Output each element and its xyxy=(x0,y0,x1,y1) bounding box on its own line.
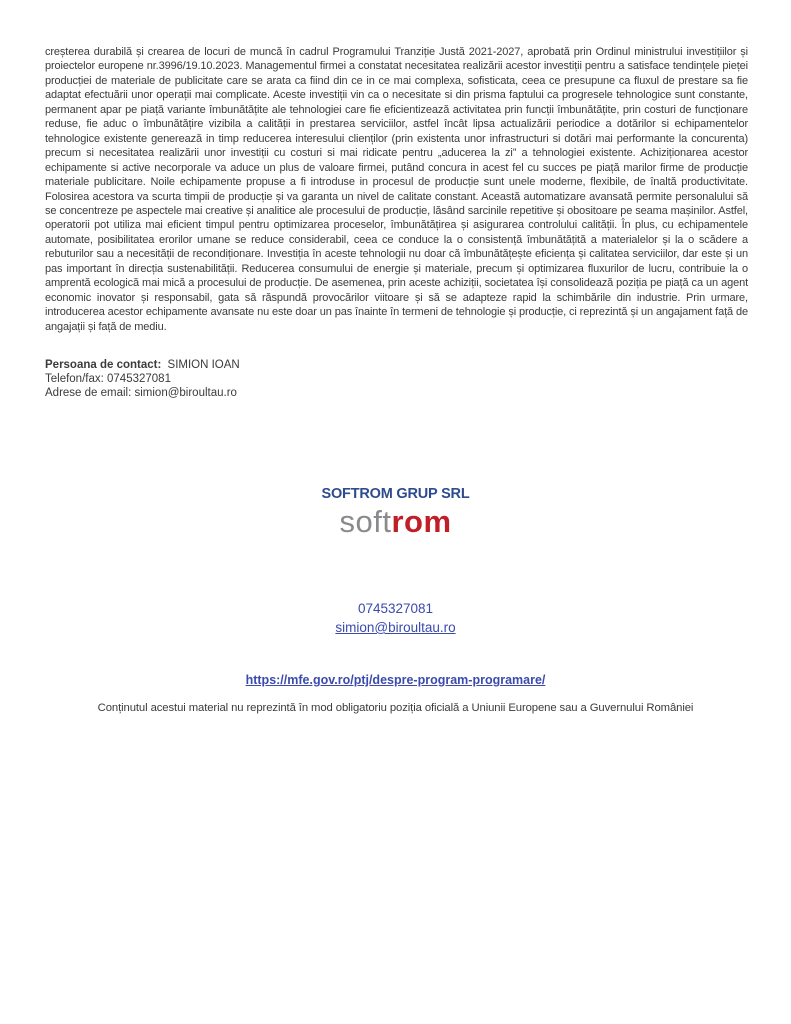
contact-person-label: Persoana de contact: xyxy=(45,359,162,371)
softrom-logo xyxy=(0,505,791,539)
contact-block xyxy=(45,359,240,400)
center-email-link[interactable]: simion@biroultau.ro xyxy=(335,620,456,635)
disclaimer-text: Conținutul acestui material nu reprezintă în mod obligatoriu poziția oficială a Uniunii Europene sau a Guvernului României xyxy=(97,702,694,714)
center-email-row xyxy=(0,620,791,635)
contact-email-line: Adrese de email: simion@biroultau.ro xyxy=(45,386,237,399)
program-url-row xyxy=(0,673,791,687)
contact-phone-line: Telefon/fax: 0745327081 xyxy=(45,372,171,385)
program-url-link[interactable]: https://mfe.gov.ro/ptj/despre-program-programare/ xyxy=(245,673,546,687)
softrom-logo-soft: soft xyxy=(339,504,392,539)
center-phone: 0745327081 xyxy=(357,601,434,616)
body-paragraph: creșterea durabilă și crearea de locuri de muncă în cadrul Programului Tranziție Justă 2021-2027, aprobată prin Ordinul ministrului investițiilor și proiectelor europene nr.3996/19.10.2023. Managementul firmei a constatat necesitatea realizării acestor investiții pentru a satisface tendințele pieței producției de materiale de publicitate care se arata ca fiind din ce in ce mai complexa, sofisticata, ceea ce presupune ca fluxul de prestare sa fie adaptat efectuării unor operații mai complicate. Aceste investiții vin ca o necesitate si din prisma faptului ca progresele tehnologice sunt constante, permanent apar pe piață variante îmbunătățite ale tehnologiei care fie eficientizează activitatea prin funcții îmbunătățite, prin costuri de funcționare reduse, fie aduc o îmbunătățire vizibila a calității in prestarea serviciilor, astfel încât lipsa actualizării periodice a dotărilor si echipamentelor tehnologice existente generează in timp reducerea interesului clienților (prin existenta unor infrastructuri si dotări mai performante la concurenta) precum si necesitatea realizării unor investiții cu costuri si mai ridicate pentru „aducerea la zi” a tehnologiei existente. Achiziționarea acestor echipamente si active necorporale va aduce un plus de valoare firmei, putând concura in acest fel cu succes pe piață marilor firme de producție materiale publicitare. Noile echipamente propuse a fi introduse in procesul de producție sunt unele moderne, flexibile, de înaltă productivitate. Folosirea acestora va scurta timpii de producție și va garanta un nivel de calitate constant. Această automatizare avansată permite personalului să se concentreze pe aspectele mai creative și analitice ale procesului de producție, lăsând sarcinile repetitive și obositoare pe seama mașinilor. Astfel, operatorii pot utiliza mai eficient timpul pentru optimizarea proceselor, îmbunătățirea și asigurarea controlului calității. În plus, cu echipamentele automate, posibilitatea erorilor umane se reduce considerabil, ceea ce conduce la o consistență îmbunătățită a materialelor și la o scădere a rebuturilor sau a necesității de recondiționare. Investiția în aceste tehnologii nu doar că îmbunătățește eficiența și calitatea serviciilor, dar este și un pas important în direcția sustenabilității. Reducerea consumului de energie și materiale, precum și optimizarea fluxurilor de lucru, contribuie la o amprentă ecologică mai mică a procesului de producție. De asemenea, prin aceste achiziții, societatea își consolidează poziția pe piață ca un agent economic inovator și responsabil, gata să răspundă provocărilor viitoare și să se adapteze rapid la schimbările din industrie. Prin urmare, introducerea acestor echipamente avansate nu este doar un pas înainte în termeni de tehnologie și producție, ci reprezintă și un angajament față de angajații și față de mediu. xyxy=(45,46,748,333)
contact-person-line xyxy=(45,359,240,373)
company-name: SOFTROM GRUP SRL xyxy=(321,486,470,502)
softrom-logo-rom: rom xyxy=(391,504,452,539)
contact-person-name: SIMION IOAN xyxy=(167,359,240,371)
